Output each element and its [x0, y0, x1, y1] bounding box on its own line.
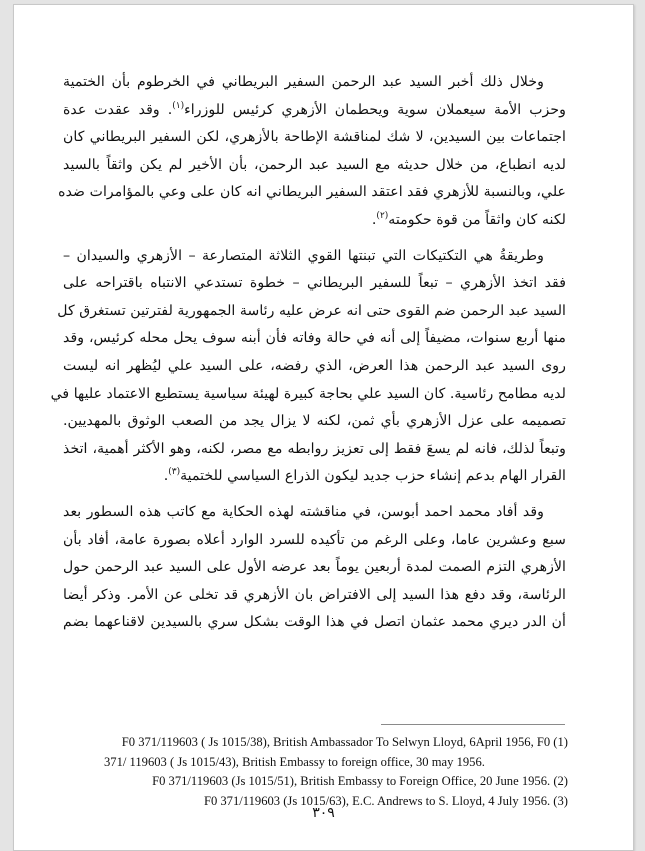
paragraph-line — [63, 97, 566, 125]
paragraph-line: روى السيد عبد الرحمن هذا العرض، الذي رفضه، على السيد علي ليُظهر انه ليست — [63, 357, 566, 374]
paragraph-1 — [58, 69, 567, 235]
body-text — [50, 69, 567, 637]
footnote-separator — [381, 724, 565, 725]
paragraph-line: اجتماعات بين السيدين، لا شك لمناقشة الإطاحة بالأزهري، لكن السفير البريطاني كان — [63, 129, 566, 146]
line-text: القرار الهام بدعم إنشاء حزب جديد ليكون الذراع السياسي للختمية — [180, 468, 566, 485]
paragraph-line: لديه مطامح رئاسية. كان السيد علي بحاجة كبيرة لهيئة سياسية يستطيع الاعتماد عليها في — [50, 385, 566, 402]
footnote-3: F0 371/119603 (Js 1015/63), E.C. Andrews to S. Lloyd, 4 July 1956. (3) — [203, 793, 568, 808]
paragraph-3 — [63, 499, 566, 637]
paragraph-line: لديه انطباع، من خلال حديثه مع السيد عبد الرحمن، بأن الأخير لم يكن واثقاً بالسيد — [63, 156, 566, 173]
paragraph-line: وطريقةُ هي التكتيكات التي تبنتها القوي الثلاثة المتصارعة – الأزهري والسيدان – — [63, 247, 544, 264]
footnote-ref-1[interactable]: (١) — [172, 100, 185, 111]
paragraph-line: تصميمه على عزل الأزهري بأي ثمن، لكنه لا يزال يجد من الصعب الوثوق بالمهديين. — [63, 413, 566, 430]
line-text-tail: . — [163, 468, 169, 485]
line-text-tail: . — [371, 211, 377, 228]
paragraph-line: السيد عبد الرحمن ضم القوى حتى انه عرض عليه رئاسة الجمهورية لفترتين تستغرق كل — [57, 302, 566, 319]
paragraph-line — [63, 207, 566, 235]
line-text: وحزب الأمة سيعملان سوية ويحطمان الأزهري كرئيس للوزراء — [184, 101, 567, 118]
paragraph-line: فقد اتخذ الأزهري – تبعاً للسفير البريطاني – خطوة تستدعي الانتباه باقتراحه على — [63, 275, 566, 292]
paragraph-line: سبع وعشرين عاما، وعلى الرغم من تأكيده للسرد الوارد أعلاه بصورة عامة، أفاد بأن — [63, 531, 566, 548]
paragraph-line: وتبعاً لذلك، فانه لم يسعَ فقط إلى تعزيز روابطه مع مصر، لكنه، وهو الأكثر أهمية، اتخذ — [63, 440, 566, 457]
paragraph-line: وخلال ذلك أخبر السيد عبد الرحمن السفير البريطاني في الخرطوم بأن الختمية — [63, 74, 544, 90]
footnote-1-line-1: F0 371/119603 ( Js 1015/38), British Ambassador To Selwyn Lloyd, 6April 1956, F0 (1) — [121, 735, 568, 749]
footnote-1-line-2: 371/ 119603 ( Js 1015/43), British Embassy to foreign office, 30 may 1956. — [104, 754, 485, 769]
footnote-ref-3[interactable]: (٣) — [168, 467, 181, 478]
page-number: ٣٠٩ — [312, 805, 335, 821]
paragraph-line: علي، وبالنسبة للأزهري فقد اعتقد السفير البريطاني انه كان على وعي بالمؤامرات ضده — [58, 184, 566, 201]
paragraph-line — [63, 463, 566, 491]
footnote-ref-2[interactable]: (٢) — [376, 210, 389, 221]
paragraph-line: أن الدر ديري محمد عثمان اتصل في هذا الوقت بشكل سري بالسيدين لاقناعهما بضم — [63, 614, 566, 631]
paragraph-line: الأزهري التزم الصمت لمدة أربعين يوماً بعد عرضه الأول على السيد عبد الرحمن حول — [63, 559, 566, 576]
paragraph-line: منها أربع سنوات، مضيفاً إلى أنه في حالة وفاته فأن أبنه سوف يحل محله كرئيس، وقد — [63, 330, 566, 347]
footnotes — [63, 733, 568, 811]
paragraph-2 — [50, 243, 566, 491]
line-text: لكنه كان واثقاً من قوة حكومته — [388, 211, 566, 228]
document-page — [13, 4, 634, 851]
paragraph-line: الرئاسة، وقد دفع هذا السيد إلى الافتراض بان الأزهري قد تخلى عن الأمر. وذكر أيضا — [63, 586, 566, 603]
line-text-tail: . وقد عقدت عدة — [63, 101, 173, 118]
footnote-2: F0 371/119603 (Js 1015/51), British Embassy to Foreign Office, 20 June 1956. (2) — [152, 774, 568, 789]
paragraph-line: وقد أفاد محمد احمد أبوسن، في مناقشته لهذه الحكاية مع كاتب هذه السطور بعد — [63, 503, 544, 520]
